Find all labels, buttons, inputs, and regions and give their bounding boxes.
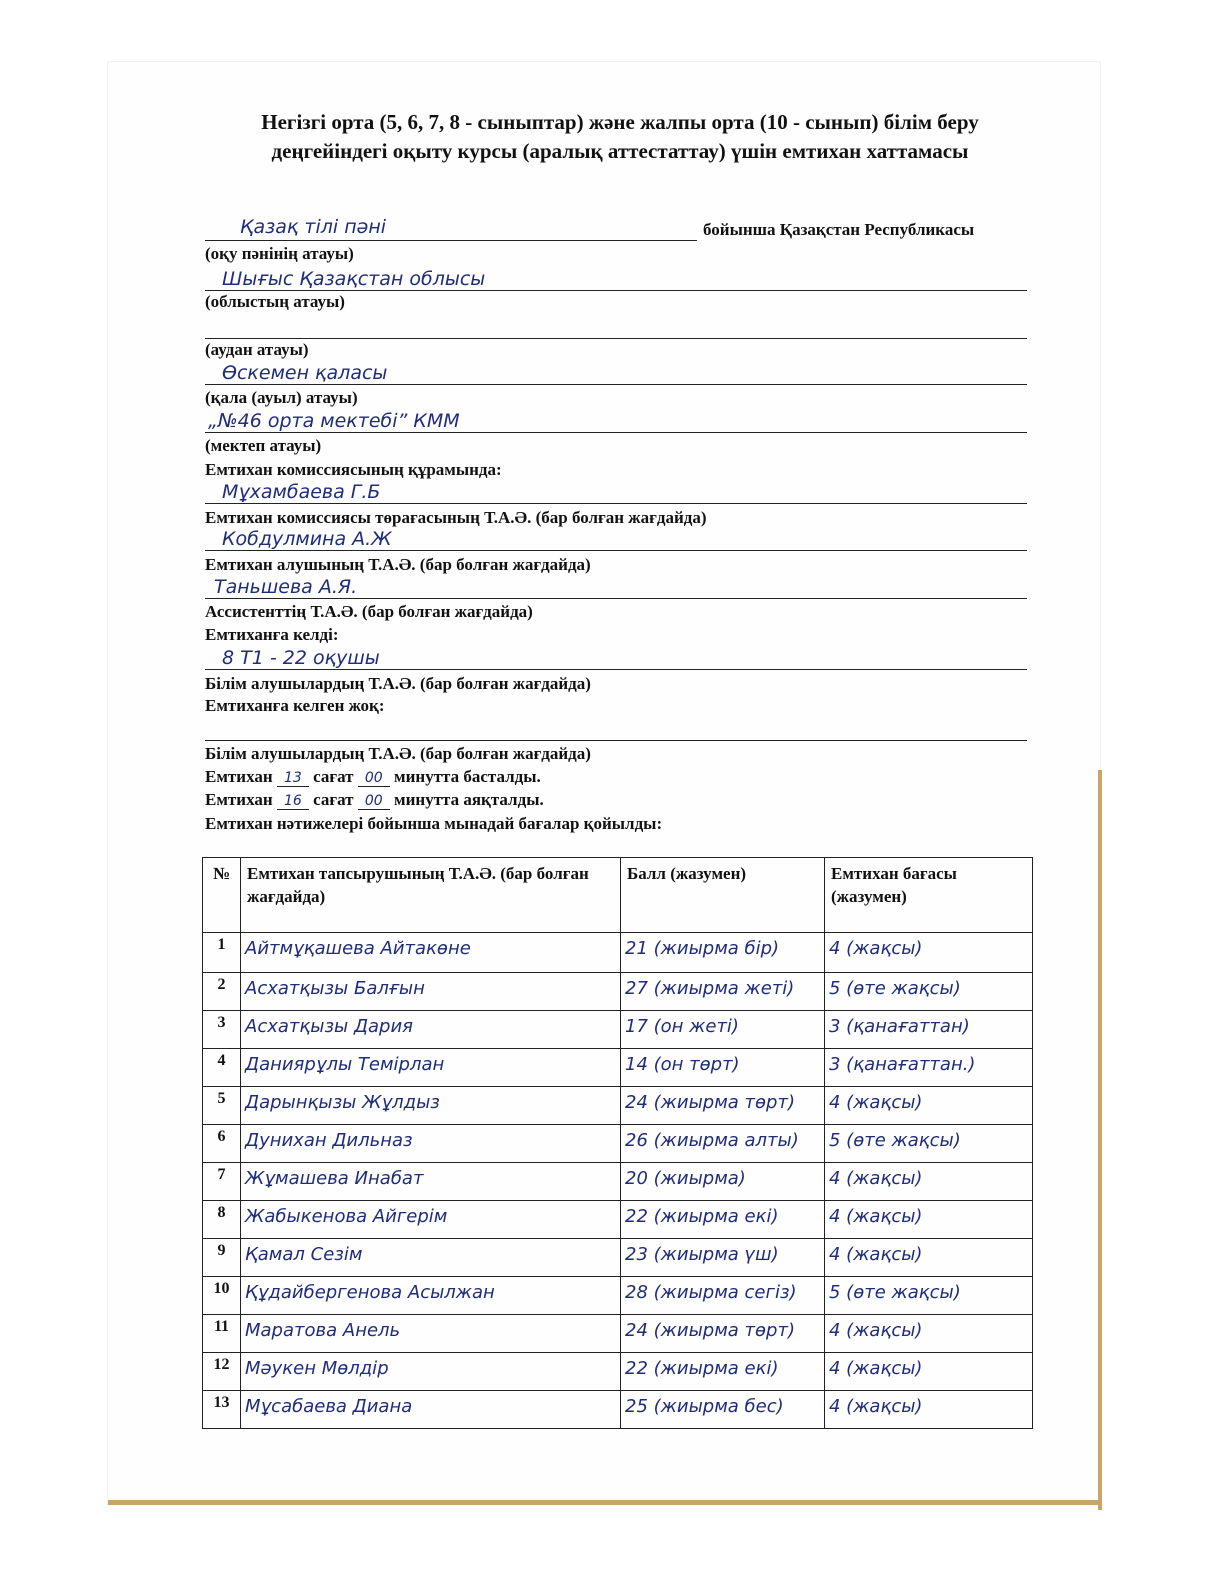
student-grade-cell (825, 1277, 1033, 1315)
student-score-cell (621, 1277, 825, 1315)
student-score-cell (621, 1391, 825, 1429)
student-name-cell (241, 1201, 621, 1239)
student-grade-cell (825, 1315, 1033, 1353)
start-minute: 00 (358, 770, 390, 787)
student-score-cell (621, 1201, 825, 1239)
student-name-cell (241, 1391, 621, 1429)
subject-suffix: бойынша Қазақстан Республикасы (703, 220, 975, 239)
results-label: Емтихан нәтижелері бойынша мынадай бағалар қойылды: (205, 814, 663, 833)
assistant-line (205, 598, 1027, 599)
student-grade: 4 (жақсы) (829, 1244, 923, 1265)
attended-label: Емтиханға келді: (205, 625, 339, 644)
table-row (203, 1315, 1033, 1353)
student-name: Асхатқызы Дария (245, 1016, 414, 1037)
student-score: 24 (жиырма төрт) (625, 1092, 795, 1113)
student-grade: 4 (жақсы) (829, 1358, 923, 1379)
table-header-row (203, 858, 1033, 933)
student-score: 25 (жиырма бес) (625, 1396, 784, 1417)
start-suffix: минутта басталды. (394, 767, 541, 786)
student-grade-cell (825, 1125, 1033, 1163)
chair-label: Емтихан комиссиясы төрағасының Т.А.Ә. (бар болған жағдайда) (205, 508, 707, 527)
student-name-cell (241, 1125, 621, 1163)
student-name: Асхатқызы Балғын (245, 978, 425, 999)
table-row (203, 973, 1033, 1011)
student-name-cell (241, 973, 621, 1011)
student-name: Дунихан Дильназ (245, 1130, 413, 1151)
table-row (203, 1011, 1033, 1049)
city-line (205, 384, 1027, 385)
city-label: (қала (ауыл) атауы) (205, 388, 358, 407)
student-score: 22 (жиырма екі) (625, 1206, 779, 1227)
student-name-cell (241, 933, 621, 973)
student-grade: 4 (жақсы) (829, 1396, 923, 1417)
student-score-cell (621, 933, 825, 973)
student-name: Құдайбергенова Асылжан (245, 1282, 495, 1303)
grade-rows (203, 933, 1033, 1429)
student-score: 24 (жиырма төрт) (625, 1320, 795, 1341)
city-value: Өскемен қаласы (222, 362, 388, 384)
paper-edge (1098, 770, 1102, 1510)
student-name-cell (241, 1049, 621, 1087)
region-line (205, 290, 1027, 291)
student-name: Мұсабаева Диана (245, 1396, 413, 1417)
table-row (203, 1391, 1033, 1429)
student-name-cell (241, 1239, 621, 1277)
student-name-cell (241, 1277, 621, 1315)
student-score-cell (621, 1315, 825, 1353)
title-line-2: деңгейіндегі оқыту курсы (аралық аттестаттау) үшін емтихан хаттамасы (271, 139, 969, 163)
student-grade-cell (825, 1239, 1033, 1277)
student-grade-cell (825, 1201, 1033, 1239)
table-row (203, 1353, 1033, 1391)
hour-word-2: сағат (313, 790, 354, 809)
student-name: Маратова Анель (245, 1320, 401, 1341)
student-score-cell (621, 1353, 825, 1391)
student-grade: 3 (қанағаттан) (829, 1016, 970, 1037)
paper-edge-bottom (108, 1500, 1102, 1505)
subject-label: (оқу пәнінің атауы) (205, 244, 354, 263)
table-row (203, 1087, 1033, 1125)
student-grade: 5 (өте жақсы) (829, 1130, 961, 1151)
student-score-cell (621, 1011, 825, 1049)
student-score: 22 (жиырма екі) (625, 1358, 779, 1379)
student-name: Қамал Сезім (245, 1244, 363, 1265)
examiner-line (205, 550, 1027, 551)
header-grade: Емтихан бағасы (жазумен) (825, 858, 1033, 933)
row-number: 1 (203, 933, 241, 973)
school-value: „№46 орта мектебі” КММ (208, 410, 460, 432)
student-name-cell (241, 1163, 621, 1201)
title-line-1: Негізгі орта (5, 6, 7, 8 - сыныптар) және жалпы орта (10 - сынып) білім беру (261, 110, 979, 134)
start-time-line (205, 767, 541, 787)
student-grade-cell (825, 1049, 1033, 1087)
students-label-1: Білім алушылардың Т.А.Ә. (бар болған жағдайда) (205, 674, 591, 693)
table-row (203, 1239, 1033, 1277)
row-number: 6 (203, 1125, 241, 1163)
student-name: Жұмашева Инабат (245, 1168, 424, 1189)
student-grade: 5 (өте жақсы) (829, 1282, 961, 1303)
row-number: 3 (203, 1011, 241, 1049)
student-score: 14 (он төрт) (625, 1054, 740, 1075)
hour-word: сағат (313, 767, 354, 786)
student-name: Жабыкенова Айгерім (245, 1206, 448, 1227)
end-time-line (205, 790, 544, 810)
absent-line (205, 740, 1027, 741)
row-number: 10 (203, 1277, 241, 1315)
attended-line (205, 669, 1027, 670)
table-row (203, 1163, 1033, 1201)
table-row (203, 1125, 1033, 1163)
header-score: Балл (жазумен) (621, 858, 825, 933)
student-name: Мәукен Мөлдір (245, 1358, 389, 1379)
examiner-label: Емтихан алушының Т.А.Ә. (бар болған жағдайда) (205, 555, 591, 574)
subject-line (205, 240, 697, 241)
student-name-cell (241, 1353, 621, 1391)
commission-label: Емтихан комиссиясының құрамында: (205, 460, 502, 479)
student-grade-cell (825, 1087, 1033, 1125)
district-label: (аудан атауы) (205, 340, 309, 359)
student-score-cell (621, 1125, 825, 1163)
document-title (200, 108, 1040, 166)
start-prefix: Емтихан (205, 767, 273, 786)
row-number: 8 (203, 1201, 241, 1239)
student-grade-cell (825, 1353, 1033, 1391)
student-score-cell (621, 1087, 825, 1125)
student-grade-cell (825, 1391, 1033, 1429)
table-row (203, 933, 1033, 973)
student-grade: 4 (жақсы) (829, 938, 923, 959)
table-row (203, 1201, 1033, 1239)
student-grade-cell (825, 1011, 1033, 1049)
student-score: 28 (жиырма сегіз) (625, 1282, 797, 1303)
students-label-2: Білім алушылардың Т.А.Ә. (бар болған жағдайда) (205, 744, 591, 763)
student-score-cell (621, 1239, 825, 1277)
chair-value: Мұхамбаева Г.Б (222, 481, 381, 503)
student-score-cell (621, 1049, 825, 1087)
region-label: (облыстың атауы) (205, 292, 345, 311)
student-name-cell (241, 1087, 621, 1125)
student-name-cell (241, 1011, 621, 1049)
row-number: 2 (203, 973, 241, 1011)
row-number: 11 (203, 1315, 241, 1353)
school-line (205, 432, 1027, 433)
student-grade: 4 (жақсы) (829, 1092, 923, 1113)
row-number: 12 (203, 1353, 241, 1391)
examiner-value: Кобдулмина А.Ж (222, 528, 392, 550)
student-score: 27 (жиырма жеті) (625, 978, 795, 999)
subject-value: Қазақ тілі пәні (240, 216, 387, 238)
district-line (205, 338, 1027, 339)
chair-line (205, 503, 1027, 504)
student-name: Айтмұқашева Айтакөне (245, 938, 471, 959)
row-number: 5 (203, 1087, 241, 1125)
row-number: 4 (203, 1049, 241, 1087)
header-name: Емтихан тапсырушының Т.А.Ә. (бар болған жағдайда) (241, 858, 621, 933)
student-score: 23 (жиырма үш) (625, 1244, 779, 1265)
assistant-label: Ассистенттің Т.А.Ә. (бар болған жағдайда) (205, 602, 533, 621)
end-suffix: минутта аяқталды. (394, 790, 544, 809)
student-name: Дарынқызы Жұлдыз (245, 1092, 440, 1113)
student-grade-cell (825, 1163, 1033, 1201)
school-label: (мектеп атауы) (205, 436, 322, 455)
student-grade: 4 (жақсы) (829, 1206, 923, 1227)
student-score: 20 (жиырма) (625, 1168, 746, 1189)
student-name: Даниярұлы Темірлан (245, 1054, 445, 1075)
student-score: 17 (он жеті) (625, 1016, 739, 1037)
student-grade: 3 (қанағаттан.) (829, 1054, 976, 1075)
student-grade: 4 (жақсы) (829, 1168, 923, 1189)
assistant-value: Таньшева А.Я. (214, 576, 358, 598)
row-number: 7 (203, 1163, 241, 1201)
grades-table (202, 857, 1033, 1429)
table-row (203, 1049, 1033, 1087)
student-score: 26 (жиырма алты) (625, 1130, 799, 1151)
student-grade-cell (825, 973, 1033, 1011)
end-minute: 00 (358, 793, 390, 810)
student-grade: 4 (жақсы) (829, 1320, 923, 1341)
student-grade-cell (825, 933, 1033, 973)
header-num: № (203, 858, 241, 933)
student-name-cell (241, 1315, 621, 1353)
row-number: 9 (203, 1239, 241, 1277)
student-score-cell (621, 973, 825, 1011)
row-number: 13 (203, 1391, 241, 1429)
end-prefix: Емтихан (205, 790, 273, 809)
student-score-cell (621, 1163, 825, 1201)
student-score: 21 (жиырма бір) (625, 938, 780, 959)
absent-label: Емтиханға келген жоқ: (205, 696, 385, 715)
table-row (203, 1277, 1033, 1315)
region-value: Шығыс Қазақстан облысы (222, 268, 486, 290)
end-hour: 16 (277, 793, 309, 810)
start-hour: 13 (277, 770, 309, 787)
attended-value: 8 Т1 - 22 оқушы (222, 647, 380, 669)
student-grade: 5 (өте жақсы) (829, 978, 961, 999)
